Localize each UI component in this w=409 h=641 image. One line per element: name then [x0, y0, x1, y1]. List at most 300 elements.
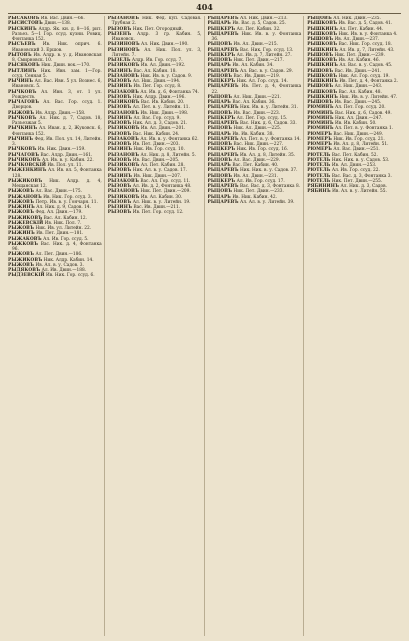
entry-details: Ив. Ник. Двин.—207. — [133, 173, 182, 179]
entry-surname: РЫЖОВЪ — [8, 226, 35, 231]
entry-details: Ник. Ник. в. у. Садов. 53. — [331, 157, 390, 163]
entry-surname: РЮМЕРЪ — [307, 131, 332, 137]
entry-details: Ник. Пет. Двин.—239. — [334, 52, 385, 58]
entry-details: Ал. Ник. в. у. Литейн. 19. — [132, 199, 191, 205]
entry-surname: РЫЦОВЪ — [207, 173, 233, 179]
entry-details: Ал. Ник. Двин.—190. — [141, 42, 189, 48]
entry-details: Ал. Пет. Гор. ссуд. 15. — [236, 115, 288, 121]
entry-surname: РЫЧКОВЪ — [8, 115, 37, 121]
entry-surname: РЫЦОВЪ — [207, 110, 233, 116]
entry-surname: РЫЖИКОВЪ — [8, 215, 43, 221]
entry-surname: РЫЗИНОВЪ — [107, 47, 140, 53]
entry-surname: РЫЦАРЕВЪ — [207, 121, 239, 126]
entry-details: Ал. Ник. д. 9, Садов. 14. — [36, 205, 91, 210]
entry-details: Ал. Пет. Двин.—186. — [35, 252, 83, 258]
entry-details: Ив. Ник. Кабин. 42. — [232, 194, 278, 200]
entry-details: Ив. Вас. Двин.—205. — [132, 157, 180, 163]
entry-details: Ал. Вас. в. у. Садов. 45. — [339, 63, 393, 69]
entry-details: Ив. Пет. д. 4, Фонтанка 2. — [339, 79, 398, 84]
entry-details: Ник. Ал. Двин.—225. — [233, 126, 282, 132]
entry-surname: РЫЦКЕРЪ — [207, 147, 236, 153]
entry-surname: РЫЦАРЕВЪ — [207, 199, 239, 205]
entry-surname: РЫЗОВЪ — [107, 142, 132, 147]
entry-surname: РЮТЕЛЬ — [307, 157, 331, 163]
entry-surname: РЫЖАНОВЪ — [8, 194, 42, 200]
entry-surname: РЫЗОВЪ — [107, 94, 132, 100]
directory-entry — [208, 200, 302, 205]
entry-details: Ив. Ал. Двин.—253. — [331, 163, 377, 168]
entry-details: Вас. Ив. Двин.—241. — [334, 68, 382, 74]
entry-surname: РЫШКОВЪ — [307, 89, 338, 95]
directory-entry — [8, 179, 102, 190]
entry-surname: РЮТЕЛЬ — [307, 173, 331, 179]
entry-details: Ал. Ив. вл. 5, Фонтанка 128. — [12, 168, 102, 179]
entry-surname: РЫШКОВЪ — [307, 58, 338, 63]
entry-details: Вас. Ник. Гор. ссуд. 18. — [338, 42, 392, 48]
entry-surname: РЮТЕЛЬ — [307, 168, 331, 174]
entry-details: Ал. Ив. Гор. ссуд. 5. — [43, 236, 89, 242]
entry-surname: РЫШКИНЪ — [307, 79, 338, 84]
entry-details: Ив. Ал. Двин.—231. — [233, 173, 278, 179]
directory-entry — [208, 84, 302, 95]
entry-surname: РЯБИНИНЪ — [307, 184, 340, 189]
entry-details: Ник. Пет. Двин.—233. — [233, 189, 284, 195]
entry-details: Ал. Ив. Гор. ссуд. 17. — [236, 178, 285, 184]
entry-details: Вас. Ал. Гор. ссуд. 11. — [140, 178, 191, 184]
entry-surname: РЫЖЕНКИНЪ — [8, 168, 47, 174]
entry-details: Петр. Ив. в. у. Гончарн. 11. — [35, 199, 98, 205]
entry-details: Ник. Ал. д. 3, Садов. 21. — [132, 121, 188, 126]
entry-surname: РЫЦАРЬ — [207, 100, 231, 105]
entry-details: Ив. Вас. Двин.—223. — [233, 110, 281, 116]
entry-surname: РЫЦАРЕВЪ — [207, 152, 239, 158]
directory-entry — [108, 48, 202, 59]
directory-entry — [8, 69, 102, 80]
entry-surname: РЫЦАРЕВЪ — [207, 168, 239, 174]
entry-surname: РЫЦКЕРЪ — [207, 115, 236, 121]
entry-details: Ал. Вас. Двин.—229. — [233, 157, 280, 163]
entry-surname: РЫШКОВЪ — [307, 42, 338, 48]
entry-details: Ник. Ник. в. у. Садов. 37. — [239, 168, 298, 174]
entry-details: Ал. Ник. Двин.—235. — [333, 16, 381, 21]
entry-surname: РЫЦОВЪ — [207, 42, 233, 48]
entry-surname: РЫЦАРЕВЪ — [207, 105, 239, 111]
entry-surname: РЫСАКОВЪ — [8, 16, 40, 21]
entry-surname: РЫШКОВЪ — [307, 73, 338, 79]
entry-details: Ал. Ив. в. у. Фонтанка 62. — [140, 136, 199, 142]
entry-surname: РЫШКИНЪ — [307, 94, 338, 100]
entry-surname: РЫШКОВЪ — [307, 21, 338, 27]
entry-surname: РЮТЕЛЬ — [307, 163, 331, 168]
entry-details: Ник. Пет. Двин.—209. — [140, 189, 191, 195]
entry-surname: РЫСИСТОВЪ — [8, 21, 43, 27]
entry-details: Ал. Ник. Пол. ул. 3, Литейн. 7. — [111, 47, 202, 58]
entry-details: Ал. Ник. Двин.—221. — [233, 94, 282, 100]
entry-surname: РЮМИНЪ — [307, 115, 334, 121]
entry-details: Ал. Вас. Двин.—175. — [35, 189, 82, 195]
entry-details: Вас. Ал. Кабин. 18. — [133, 68, 177, 74]
entry-surname: РЮМИНЪ — [307, 110, 334, 116]
entry-details: Ник. Алдр. Кабин. 14. — [43, 257, 94, 263]
entry-details: Ив. Алдр. Двин.—158. — [35, 110, 86, 116]
entry-details: Ив. Ник. Пол. 7. — [44, 220, 82, 226]
entry-details: Вас. Ник. д. 6, Садов. 49. — [334, 110, 392, 116]
entry-surname: РЫЗЕНЪ — [107, 31, 132, 37]
entry-details: Вас. Ал. Кабин. 36. — [232, 100, 276, 105]
entry-details: Ал. Ив. д. 2, Фонтанка 48. — [132, 184, 192, 189]
entry-details: Ив. Ив. Кабин. 38. — [232, 131, 274, 137]
entry-details: Ал. Ник. д. 8, Литейн. 5. — [140, 152, 196, 158]
entry-details: Ив. Пет. Двин.—203. — [132, 142, 180, 147]
entry-details: Ив. Ал. Двин.—201. — [140, 126, 186, 132]
entry-details: Ник. Двин. вок.—170. — [41, 63, 91, 69]
entry-details: Ив. Ал. д. 8, Литейн. 51. — [333, 142, 389, 147]
entry-surname: РЫЗИКОВЪ — [107, 126, 140, 132]
entry-details: Ив. Алдр. в. у. д. Ивановская 8, Смирновск. 10. — [12, 52, 102, 63]
entry-details: Ал. Пет. Кабин. 44. — [339, 26, 384, 32]
entry-surname: РЫЖИКОВЪ — [8, 257, 43, 263]
entry-details: Ал. Пет. Кабин. 28. — [140, 163, 185, 168]
entry-surname: РЫЦАРЕВЪ — [207, 31, 239, 37]
entry-details: Ив. Пет. Гор. ссуд. 12. — [132, 210, 184, 216]
entry-surname: РЫЗИКОВЪ — [107, 194, 140, 200]
entry-details: Ив. Вас. д. 5, Садов. 25. — [232, 21, 286, 27]
entry-surname: РЫЗАКОВЪ — [107, 178, 139, 184]
entry-surname: РЫЧКОВСКІЙ — [8, 163, 46, 168]
entry-details: Ив. Пет. д. 4, Фонтанка 22. — [211, 84, 302, 95]
entry-surname: РЫЦКЕРЪ — [207, 52, 236, 58]
entry-details: Ник. Пет. Двин.—255. — [331, 178, 383, 184]
entry-surname: РЫЗИНЪ — [107, 173, 133, 179]
entry-surname: РЫЗОВЪ — [107, 199, 132, 205]
entry-surname: РЫЦКЕРЪ — [207, 26, 236, 32]
entry-details: Ал. Пет. в. у. Фонтанка 1. — [334, 126, 394, 132]
entry-details: Ал. Ив. Гор. ссуд. 22. — [331, 168, 380, 174]
directory-entry — [8, 242, 102, 253]
entry-surname: РЫЗИКОВЪ — [107, 100, 140, 105]
entry-details: Ник. Ив. в. у. Фонтанка 4. — [338, 31, 398, 37]
entry-details: Вас. Алдр. Двин.—161. — [40, 152, 93, 158]
entry-surname: РЮМИНЪ — [307, 121, 334, 126]
entry-surname: РЫЦАРЕВЪ — [207, 16, 239, 21]
entry-details: Вас. Вас. д. 3, Фонтанка 8. — [239, 184, 301, 189]
entry-surname: РЯБИНЪ — [307, 189, 331, 195]
entry-details: Вас. Пет. Кабин. 52. — [331, 152, 378, 158]
entry-details: Ив. Ник. Гор. ссуд. 6. — [46, 273, 95, 279]
entry-surname: РЫЖОВЪ — [8, 110, 35, 116]
entry-details: Ник. Пет. Двин.—217. — [233, 58, 284, 63]
entry-details: Ив. Вас. Двин.—245. — [334, 100, 382, 105]
entry-surname: РЫЦКЕРЪ — [207, 178, 236, 184]
entry-details: Вас. Ив. Двин.—211. — [133, 205, 181, 210]
entry-details: Ив. Ник. оприч. 6. Ивановский 3. Ершов. — [12, 42, 102, 53]
entry-details: Ал. Пет. Кабин. 32. — [236, 26, 281, 32]
entry-surname: РЫЗИКОВЪ — [107, 163, 140, 168]
entry-surname: РЫЦОВЪ — [207, 157, 233, 163]
entry-surname: РЮМЕРЪ — [307, 147, 332, 153]
entry-surname: РЫЗИКОВЪ — [107, 63, 140, 69]
entry-details: Вас. Пет. Кабин. 40. — [232, 163, 279, 168]
column-2 — [108, 16, 205, 636]
entry-details: Ал. Ник. Двин.—243. — [334, 84, 383, 90]
directory-entry — [108, 32, 202, 43]
entry-surname: РЫЗОВЪ — [107, 168, 132, 174]
entry-surname: РЫЦОВЪ — [207, 142, 233, 147]
entry-details: Ив. Вас. д. 5, Садов. 41. — [338, 21, 393, 27]
entry-details: Ник. Ив. в. у. Литейн. 31. — [239, 105, 298, 111]
entry-details: Ал. Ник. Двин.—213. — [239, 16, 288, 21]
entry-details: Ал. Вас. Гор. ссуд. 9. — [133, 115, 181, 121]
entry-surname: РЫСЯКОВЪ — [8, 63, 40, 69]
entry-surname: РЫЗАНОВЪ — [107, 110, 140, 116]
entry-details: Ив. Ал. д. 8, Литейн. 35. — [239, 152, 296, 158]
entry-details: Ив. Ал. Двин.—215. — [233, 42, 278, 48]
entry-details: Ив. Ник. Двин.—198. — [140, 110, 189, 116]
entry-surname: РЮМЕРЪ — [307, 142, 332, 147]
entry-surname: РЫЦАРЕВЪ — [207, 47, 239, 53]
directory-entry — [307, 189, 401, 194]
entry-details: Ал. Пет. в. у. Фонтанка 14. — [239, 136, 301, 142]
entry-details: Вас. Ив. Кабин. 20. — [140, 100, 185, 105]
entry-surname: РЮТЕЛЬ — [307, 152, 331, 158]
entry-surname: РЫЗИНЪ — [107, 205, 133, 210]
entry-surname: РЫЧИКОВЪ — [8, 157, 41, 163]
entry-surname: РЫЦАРЬ — [207, 131, 231, 137]
entry-surname: РЫЖИНЪ — [8, 205, 35, 210]
directory-entry — [108, 16, 202, 27]
entry-details: Вас. Ник. Двин.—227. — [233, 142, 284, 147]
entry-details: Ник. Ив. в. у. Литейн. 47. — [339, 94, 398, 100]
entry-surname: РЫЧИНЪ — [8, 136, 34, 142]
entry-surname: РЫЗИНЪ — [107, 115, 133, 121]
entry-surname: РЫЦАРЕВЪ — [207, 68, 239, 74]
columns — [8, 16, 401, 636]
entry-surname: РЫШКИНЪ — [307, 26, 338, 32]
entry-details: Ник. Ив. Гор. ссуд. 21. — [333, 136, 385, 142]
entry-surname: РЫШОВЪ — [307, 68, 334, 74]
entry-surname: РЫДЯКОВЪ — [8, 268, 41, 273]
entry-details: Ник. Пет. Огородный. — [132, 26, 184, 32]
entry-details: Ник. Ив. ул. Литейн. 22. — [35, 226, 92, 231]
entry-details: Ник. Ив. в. у. Садов. 9. — [140, 73, 193, 79]
entry-details: Ал. Ив. д. 7, Литейн. 27. — [236, 52, 292, 58]
entry-surname: РЫЦАРЕВЪ — [207, 84, 239, 90]
entry-surname: РЫШОВЪ — [307, 37, 334, 42]
entry-surname: РЫЦАРЕВЪ — [207, 136, 239, 142]
entry-surname: РЫЦОВЪ — [207, 58, 233, 63]
entry-details: Ал. Вас. Двин.—251. — [333, 147, 380, 153]
entry-details: Ал. Ив. д. 7, Литейн. 43. — [339, 47, 395, 53]
entry-surname: РЫЦОВЪ — [207, 126, 233, 132]
entry-details: Ив. Ал. Двин.—192. — [140, 63, 186, 69]
directory-entry — [8, 53, 102, 64]
entry-details: Ив. Ив. Кабин. 50. — [334, 121, 377, 126]
entry-surname: РЫШОВЪ — [307, 52, 334, 58]
entry-surname: РЫЧИНЪ — [8, 79, 34, 84]
entry-surname: РЫЗОВЪ — [107, 121, 132, 126]
entry-surname: РЫЖОВЪ — [8, 262, 35, 268]
entry-details: Ал. Ал. в. у. Литейн. 39. — [239, 199, 295, 205]
entry-surname: РЫЗАНОВЪ — [107, 73, 140, 79]
entry-details: Ив. Ал. Кабин. 34. — [232, 63, 274, 69]
entry-surname: РЫЗАКОВЪ — [107, 89, 139, 95]
entry-surname: РЫЦОВЪ — [207, 94, 233, 100]
entry-surname: РЫЦАРЬ — [207, 163, 231, 168]
entry-details: Ник. Ал. в. у. Садов. 17. — [132, 168, 187, 174]
directory-entry — [8, 27, 102, 43]
entry-details: Ал. Ив. в. у. Кабин. 22. — [41, 157, 94, 163]
entry-details: Ал. Ник. Двин.—194. — [132, 79, 181, 84]
entry-surname: РЫЖОВЪ — [8, 189, 35, 195]
entry-details: Ив. Ал. в. у. Литейн. 55. — [332, 189, 387, 195]
directory-entry — [108, 210, 202, 215]
directory-entry — [8, 126, 102, 137]
entry-surname: РЫЦАРЬ — [207, 63, 231, 69]
entry-surname: РЫЖИНЪ — [8, 231, 35, 237]
entry-details: Вас. Ник. Гор. ссуд. 13. — [239, 47, 294, 53]
entry-details: Ник. Ал. Двин.—247. — [334, 115, 383, 121]
entry-details: Фед. Ив. Пол. ул. 14, Литейн. 3. — [12, 136, 102, 147]
entry-details: Ал. Вас. Ивн. 5 ул. Вознес. 6, Ивановск. 5. — [12, 79, 102, 90]
entry-surname: РЫЗОВЪ — [107, 184, 132, 189]
entry-details: Вас. Ал. Кабин. 48. — [338, 89, 382, 95]
entry-details: Ник. Ив. Гор. ссуд. 16. — [236, 147, 289, 153]
entry-details: Фед. Ал. Двин.—179. — [35, 210, 83, 216]
entry-details: Ив. Ал. в. у. Садов. 3. — [35, 262, 84, 268]
entry-details: Ив. Ал. Кабин. 46. — [338, 58, 380, 63]
column-4 — [307, 16, 401, 636]
entry-details: Ал. Пет. в. у. Литейн. 11. — [132, 105, 190, 111]
entry-surname: РЫЧКОВЪ — [8, 89, 37, 95]
directory-entry — [8, 100, 102, 111]
entry-surname: РЫЗОВЪ — [107, 157, 132, 163]
header-rule — [8, 13, 401, 14]
entry-surname: РЫЧКОВЪ — [8, 147, 37, 153]
entry-details: Ал. Ник. д. 7, Садов. 18, Разъезжая 5. — [12, 115, 102, 126]
entry-details: Ал. Ив. Двин.—188. — [41, 268, 87, 273]
entry-surname: РЫЗИНЪ — [107, 147, 133, 153]
entry-details: Вас. Ал. Кабин. 12. — [43, 215, 88, 221]
entry-details: Ив. Пол. ул. 11. — [47, 163, 83, 168]
entry-surname: РЫЗИНОВЪ — [107, 42, 140, 48]
entry-surname: РЮМИНЪ — [307, 126, 334, 132]
entry-surname: РЫШКИНЪ — [307, 47, 338, 53]
entry-surname: РЫЗОВЪ — [107, 210, 132, 216]
directory-entry — [8, 79, 102, 90]
directory-entry — [8, 137, 102, 148]
entry-details: Алдр. 3 гр. Кабин. 5, Ивановск. — [111, 31, 202, 42]
entry-surname: РЫЗОВЪ — [107, 79, 132, 84]
entry-surname: РЫСКИНЪ — [8, 26, 37, 32]
entry-surname: РЫЖОВЪ — [8, 199, 35, 205]
entry-surname: РЫШОВЪ — [307, 84, 334, 90]
entry-surname: РЫЦКЕРЪ — [207, 79, 236, 84]
entry-details: Вас. Ник. Двин.—249. — [333, 131, 384, 137]
entry-surname: РЫЧАГОВЪ — [8, 152, 40, 158]
entry-details: Ал. Иван. д. 2, Жуковск. 6, Фонтанка 152. — [12, 126, 102, 137]
entry-details: Вас. Ник. д. 6, Садов. 33. — [239, 121, 297, 126]
entry-surname: РЫШОВЪ — [307, 100, 334, 105]
entry-details: Вас. Вас. д. 3, Фонтанка 3. — [331, 173, 392, 179]
entry-surname: РЫЧКИНЪ — [8, 126, 38, 132]
entry-surname: РЫЦАРЕВЪ — [207, 184, 239, 189]
entry-surname: РЫТЛИНЪ — [8, 68, 37, 74]
entry-surname: РЫЦОВЪ — [207, 189, 233, 195]
entry-surname: РЫШКИНЪ — [307, 63, 338, 69]
entry-surname: РЮМЕРЪ — [307, 136, 332, 142]
entry-surname: РЫЗИНЪ — [107, 68, 133, 74]
entry-surname: РЫЦОВЪ — [207, 73, 233, 79]
directory-entry — [8, 273, 102, 278]
directory-entry — [8, 90, 102, 101]
entry-surname: РЫЖЕВСКІЙ — [8, 220, 44, 226]
entry-surname: РЮМИНЪ — [307, 105, 334, 111]
entry-details: Алдр. Ив. Гор. ссуд. 7. — [131, 58, 183, 63]
directory-entry — [208, 32, 302, 43]
entry-details: Ник. Ал. Гор. ссуд. 19. — [338, 73, 390, 79]
entry-surname: РЫЖОВЪ — [8, 210, 35, 216]
entry-details: Ив. Вас. Двин.—66. — [40, 16, 85, 21]
entry-details: Двин.—138. — [44, 21, 72, 27]
entry-details: Ив. Ал. Кабин. 30. — [140, 194, 183, 200]
entry-surname: РЫЗАНОВЪ — [107, 152, 140, 158]
entry-details: Ал. Вас. Гор. ссуд. 1. Дворцов. — [12, 100, 102, 111]
entry-surname: РЫЖАКОВЪ — [8, 236, 42, 242]
entry-surname: РЫЦАРЬ — [207, 21, 231, 27]
entry-details: Ал. Ив. д. 6, Фонтанка 74. — [140, 89, 200, 95]
entry-surname: РЫЖОВЪ — [8, 252, 35, 258]
entry-details: Ал. Вас. в. у. Садов. 29. — [239, 68, 294, 74]
entry-details: Ник. Ив. Гор. ссуд. 10. — [133, 147, 185, 153]
entry-details: Ив. Ал. Двин.—237. — [334, 37, 380, 42]
entry-surname: РЫЦАРЬ — [207, 194, 231, 200]
entry-surname: РЫЗОВЪ — [107, 131, 132, 137]
entry-details: Ник. Алдр. д. 4, Мещанская 12. — [12, 178, 102, 189]
entry-surname: РЫЦОВЪ — [307, 16, 332, 21]
directory-entry — [8, 168, 102, 179]
directory-entry — [8, 42, 102, 53]
entry-details: Ив. Пет. Двин.—181. — [36, 231, 84, 237]
entry-surname: РЫЖКОВЪ — [8, 241, 39, 247]
entry-details: Вас. Ник. Кабин. 24. — [132, 131, 180, 137]
entry-details: Ник. Ив. в. у. Фонтанка 36. — [211, 31, 302, 42]
entry-details: Ал. Ивн. 3, от. 1 ул. Рождеств. — [12, 89, 102, 100]
entry-surname: РЫЗОВЪ — [107, 105, 132, 111]
entry-details: Вас. Ив. Двин.—219. — [233, 73, 281, 79]
entry-details: Ник. Фед. куп. Садовая. Трубная 2. — [111, 16, 202, 27]
entry-details: Ив. Ник. Двин.—159. — [37, 147, 86, 153]
entry-details: Ал. Пет. Гор. ссуд. 20. — [334, 105, 386, 111]
entry-surname: РЫЗОВЪ — [107, 26, 132, 32]
entry-surname: РЫЗЕЛЬ — [107, 58, 131, 63]
entry-details: Алдр. Як. кн. д. 8—16, рит. Разъез. 5—1 Гор. ссуд. кузни. Ровиц. Фонтанка 152. — [12, 26, 102, 42]
entry-surname: РЫДЗЕВСКІЙ — [8, 273, 45, 279]
entry-surname: РЫЗАНОВЪ — [107, 189, 140, 195]
entry-details: Ник. Ивн. зам. 1—Гор. ссуд. Сенная 5. — [12, 68, 102, 79]
column-3 — [208, 16, 305, 636]
entry-details: Вас. Ник. д. 4, Фонтанка 96. — [12, 241, 102, 252]
page-number: 404 — [196, 2, 213, 12]
column-1 — [8, 16, 105, 636]
entry-details: Ник. Алдр. Двин.—196. — [132, 94, 186, 100]
entry-surname: РЫЖИКОВЪ — [8, 178, 43, 184]
entry-details: Ник. Ал. Гор. ссуд. 14. — [236, 79, 288, 84]
entry-surname: РЫШКОВЪ — [307, 31, 338, 37]
entry-details: Ив. Ник. Гор. ссуд. 3. — [43, 194, 92, 200]
entry-surname: РЫЗАНОВЪ — [107, 16, 140, 21]
entry-surname: РЫСЪЕВЪ — [8, 42, 36, 48]
entry-surname: РЮТЕЛЬ — [307, 178, 331, 184]
